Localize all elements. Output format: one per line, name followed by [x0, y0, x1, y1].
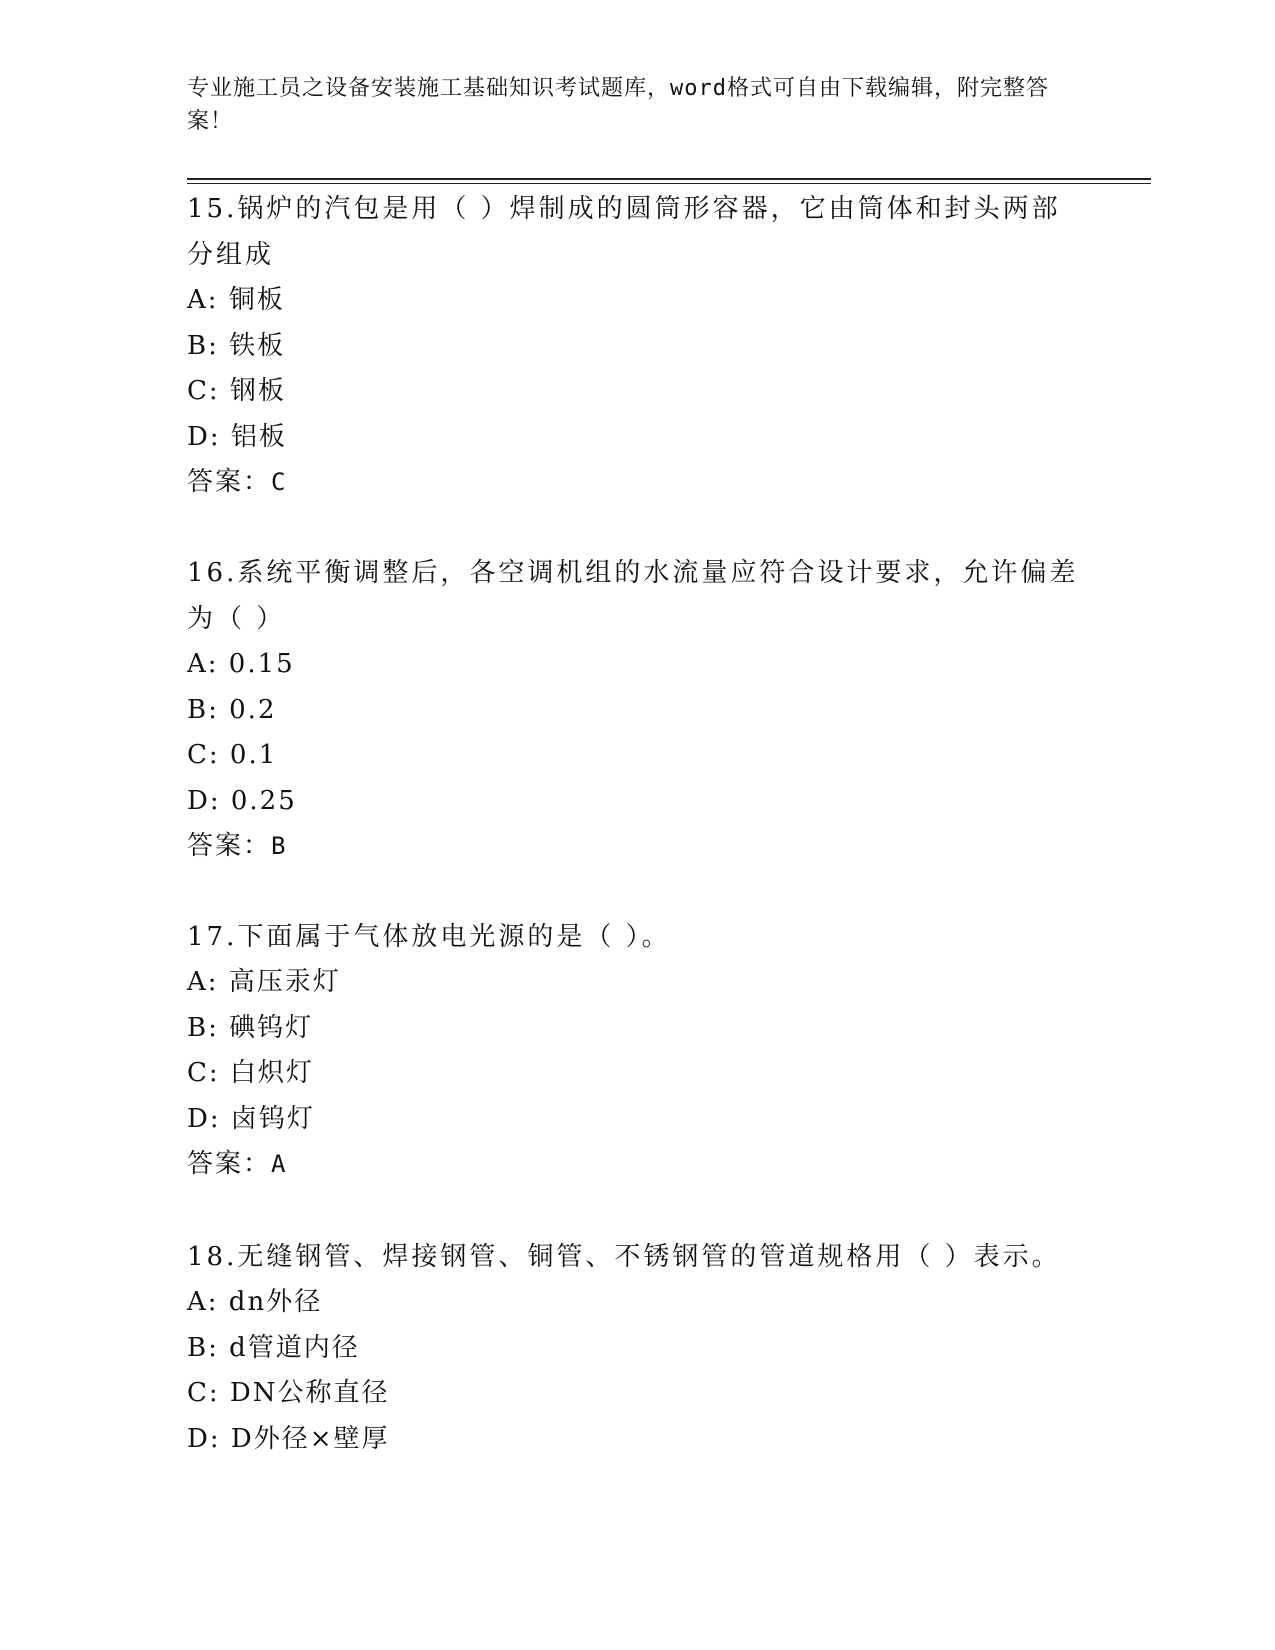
question-stem: 16.系统平衡调整后，各空调机组的水流量应符合设计要求，允许偏差为（ ）: [187, 558, 1079, 634]
option-a: A: 0.15: [187, 649, 295, 679]
option-c: C: 0.1: [187, 740, 278, 770]
document-header: 专业施工员之设备安装施工基础知识考试题库，word格式可自由下载编辑，附完整答案！: [187, 76, 1049, 134]
question-15: [187, 186, 1087, 505]
answer-label: 答案：: [187, 831, 272, 861]
answer-label: 答案：: [187, 1149, 272, 1179]
option-b: B: d管道内径: [187, 1332, 360, 1363]
question-16: [187, 550, 1087, 869]
question-stem: 17.下面属于气体放电光源的是（ ）。: [187, 922, 671, 952]
option-b: B: 碘钨灯: [187, 1012, 314, 1043]
option-d: D: 卤钨灯: [187, 1103, 315, 1134]
answer-value: A: [271, 1150, 288, 1178]
option-a: A: dn外径: [187, 1287, 323, 1317]
option-d: D: 铝板: [187, 421, 287, 452]
question-17: [187, 914, 1087, 1187]
header-divider-thick: [187, 178, 1151, 180]
option-c: C: 钢板: [187, 376, 286, 406]
answer-line: [187, 824, 1087, 869]
option-b: B: 铁板: [187, 330, 286, 361]
option-d: D: D外径×壁厚: [187, 1423, 390, 1454]
option-c: C: DN公称直径: [187, 1378, 390, 1408]
question-stem: 15.锅炉的汽包是用（ ）焊制成的圆筒形容器，它由筒体和封头两部分组成: [187, 194, 1061, 270]
answer-line: [187, 460, 1087, 505]
question-18: [187, 1234, 1087, 1462]
option-b: B: 0.2: [187, 694, 277, 725]
answer-value: C: [271, 468, 288, 496]
header-divider-thin: [187, 183, 1151, 184]
option-a: A: 铜板: [187, 285, 285, 315]
answer-value: B: [271, 832, 288, 860]
question-stem: 18.无缝钢管、焊接钢管、铜管、不锈钢管的管道规格用（ ）表示。: [187, 1242, 1061, 1272]
answer-line: [187, 1142, 1087, 1187]
option-d: D: 0.25: [187, 785, 297, 816]
answer-label: 答案：: [187, 467, 272, 497]
option-a: A: 高压汞灯: [187, 967, 341, 997]
option-c: C: 白炽灯: [187, 1058, 314, 1088]
